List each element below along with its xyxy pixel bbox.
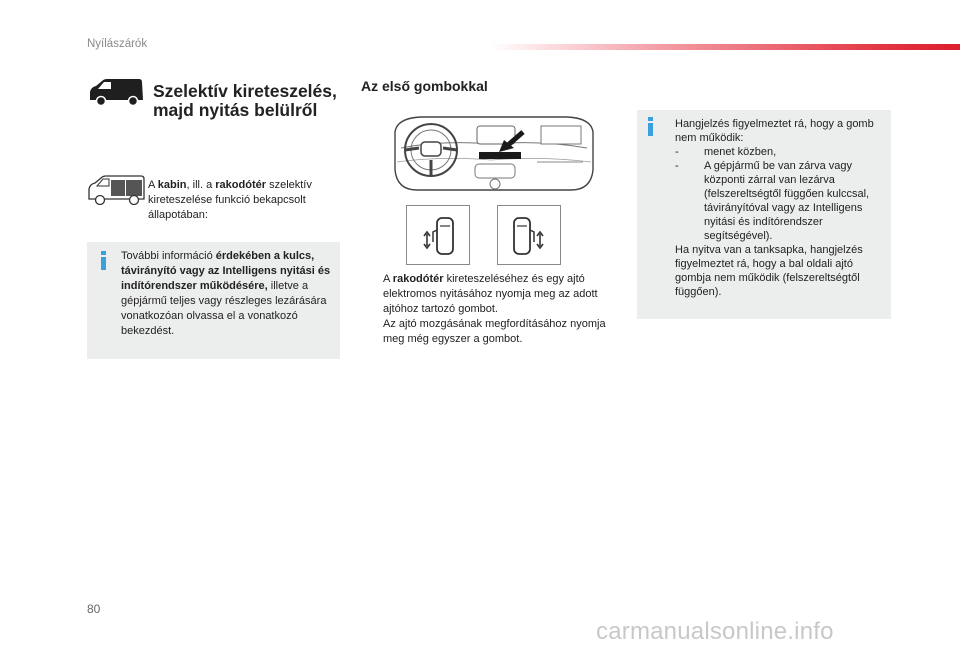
intro-text: A kabin, ill. a rakodótér szelektív kireteszelése funkció bekapcsolt állapotában:: [148, 179, 312, 221]
left-sliding-door-button[interactable]: [406, 205, 470, 265]
warning-text: Hangjelzés figyelmeztet rá, hogy a gomb nem működik: - menet közben, - A gépjármű be van zárva vagy központi zárral van lezárva (felszereltségtől függően kulccsal, távirányítóval vagy az Intelligens nyitási és indítórendszer segítségével). Ha nyitva van a tanksapka, hangjelzés figyelmeztet rá, hogy a bal oldali ajtó gombja nem működik (felszereltségtől függően).: [675, 117, 885, 299]
header-accent-bar: [490, 44, 960, 50]
instructions-list: [361, 272, 621, 347]
subsection-title: Az első gombokkal: [361, 78, 488, 94]
section-header: Nyílászárók: [87, 38, 148, 50]
cargo-van-icon: [87, 175, 145, 205]
page-title: Szelektív kireteszelés, majd nyitás belülről: [153, 81, 337, 120]
instruction-item: A rakodótér kireteszeléséhez és egy ajtó elektromos nyitásához nyomja meg az adott ajtóhoz tartozó gombot.: [383, 273, 598, 315]
page-number: 80: [87, 602, 101, 616]
watermark: carmanualsonline.info: [596, 618, 834, 645]
list-item: - A gépjármű be van zárva vagy központi zárral van lezárva (felszereltségtől függően kulccsal, távirányítóval vagy az Intelligens nyitási és indítórendszer segítségével).: [675, 160, 870, 242]
info-icon: [648, 117, 653, 136]
instruction-item: Az ajtó mozgásának megfordításához nyomja meg még egyszer a gombot.: [383, 318, 606, 345]
info-text: További információ érdekében a kulcs, távirányító vagy az Intelligens nyitási és indítórendszer működésére, illetve a gépjármű teljes vagy részleges lezárására vonatkozóan olvassa el a vonatkozó bekezdést.: [121, 250, 331, 337]
right-sliding-door-button[interactable]: [497, 205, 561, 265]
van-icon: [87, 78, 145, 106]
list-item: - menet közben,: [675, 146, 777, 158]
dashboard-illustration: [391, 112, 597, 192]
info-icon: [101, 251, 106, 270]
